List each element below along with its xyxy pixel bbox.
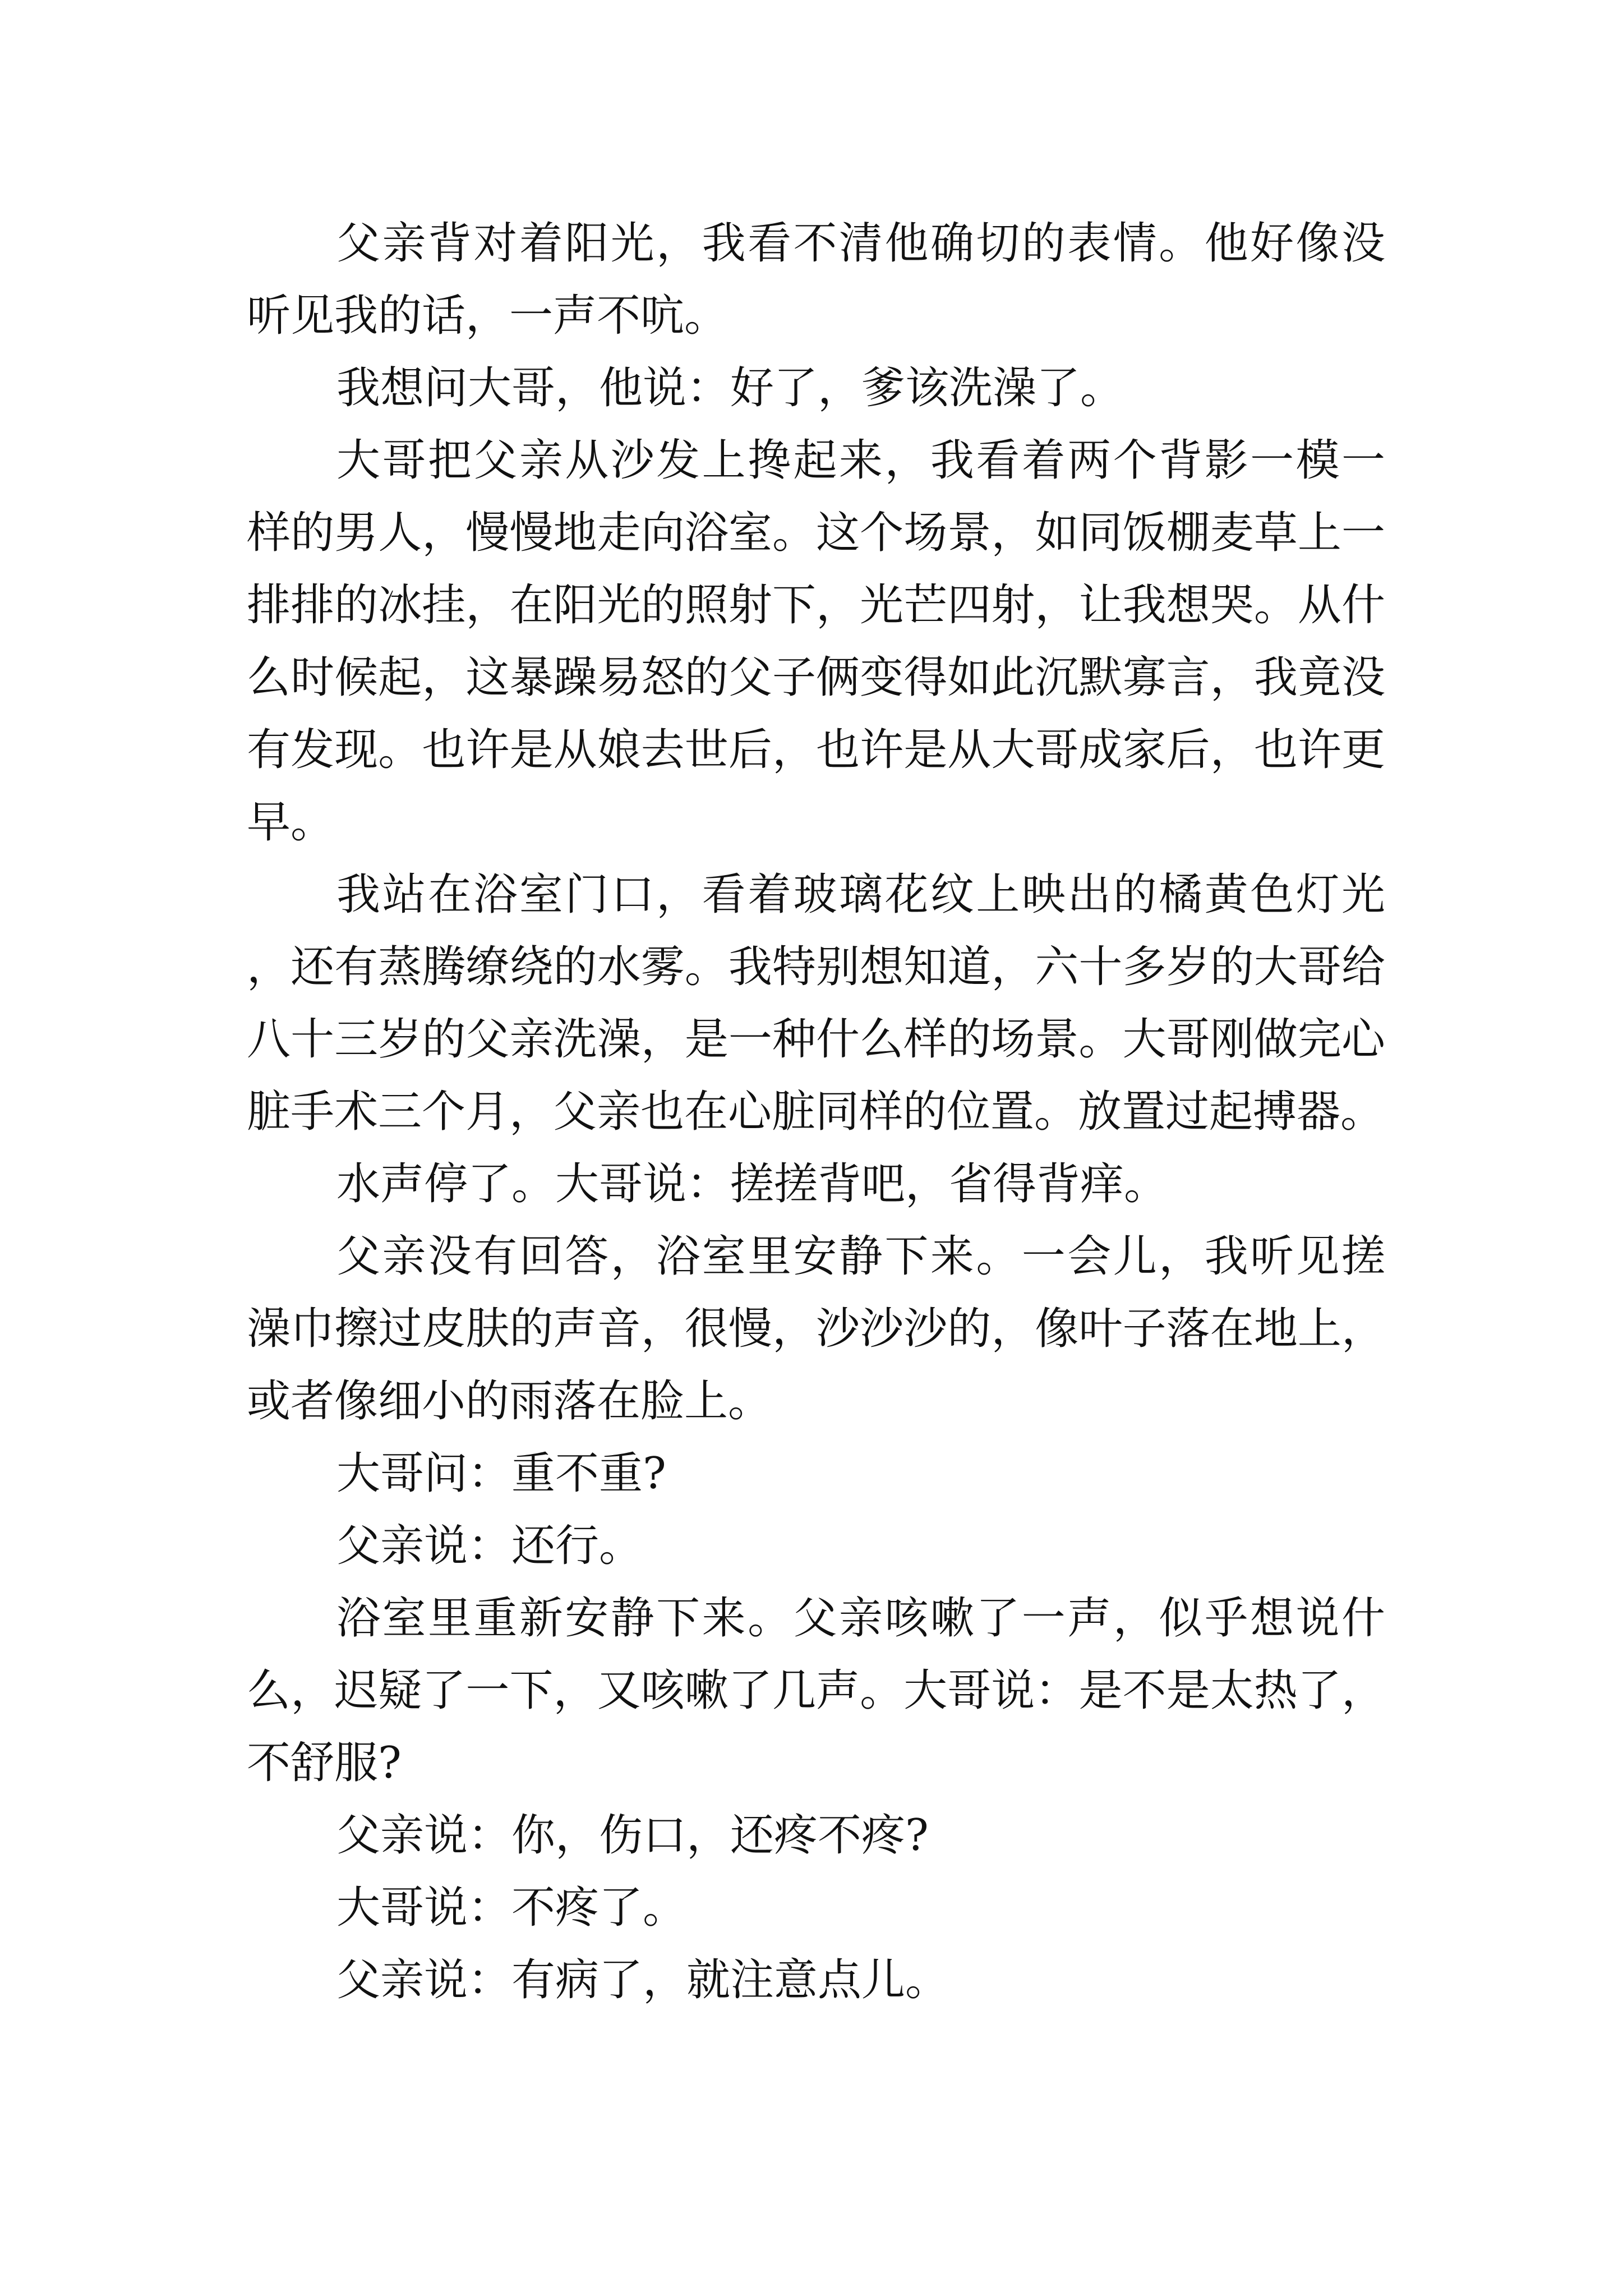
paragraph-4: 我站在浴室门口，看着玻璃花纹上映出的橘黄色灯光，还有蒸腾缭绕的水雾。我特别想知道，六十多岁的大哥给八十三岁的父亲洗澡，是一种什么样的场景。大哥刚做完心脏手术三个月，父亲也在心脏同样的位置。放置过起搏器。 xyxy=(247,869,1385,1137)
paragraph-10: 父亲说：你，伤口，还疼不疼? xyxy=(336,1810,929,1861)
paragraph-7: 大哥问：重不重? xyxy=(336,1448,666,1499)
paragraph-9: 浴室里重新安静下来。父亲咳嗽了一声，似乎想说什么，迟疑了一下，又咳嗽了几声。大哥说：是不是太热了，不舒服? xyxy=(247,1593,1385,1788)
paragraph-6: 父亲没有回答，浴室里安静下来。一会儿，我听见搓澡巾擦过皮肤的声音，很慢，沙沙沙的，像叶子落在地上，或者像细小的雨落在脸上。 xyxy=(247,1231,1385,1427)
paragraph-2: 我想问大哥，他说：好了，爹该洗澡了。 xyxy=(336,363,1124,413)
paragraph-12: 父亲说：有病了，就注意点儿。 xyxy=(336,1955,949,2005)
paragraph-8: 父亲说：还行。 xyxy=(336,1521,643,1571)
paragraph-3: 大哥把父亲从沙发上搀起来，我看着两个背影一模一样的男人，慢慢地走向浴室。这个场景，如同饭棚麦草上一排排的冰挂，在阳光的照射下，光芒四射，让我想哭。从什么时候起，这暴躁易怒的父子俩变得如此沉默寡言，我竟没有发现。也许是从娘去世后，也许是从大哥成家后，也许更早。 xyxy=(247,435,1385,848)
paragraph-1: 父亲背对着阳光，我看不清他确切的表情。他好像没听见我的话，一声不吭。 xyxy=(247,218,1385,341)
paragraph-5: 水声停了。大哥说：搓搓背吧，省得背痒。 xyxy=(336,1159,1168,1209)
document-page xyxy=(247,208,1385,2017)
paragraph-11: 大哥说：不疼了。 xyxy=(336,1883,687,1933)
